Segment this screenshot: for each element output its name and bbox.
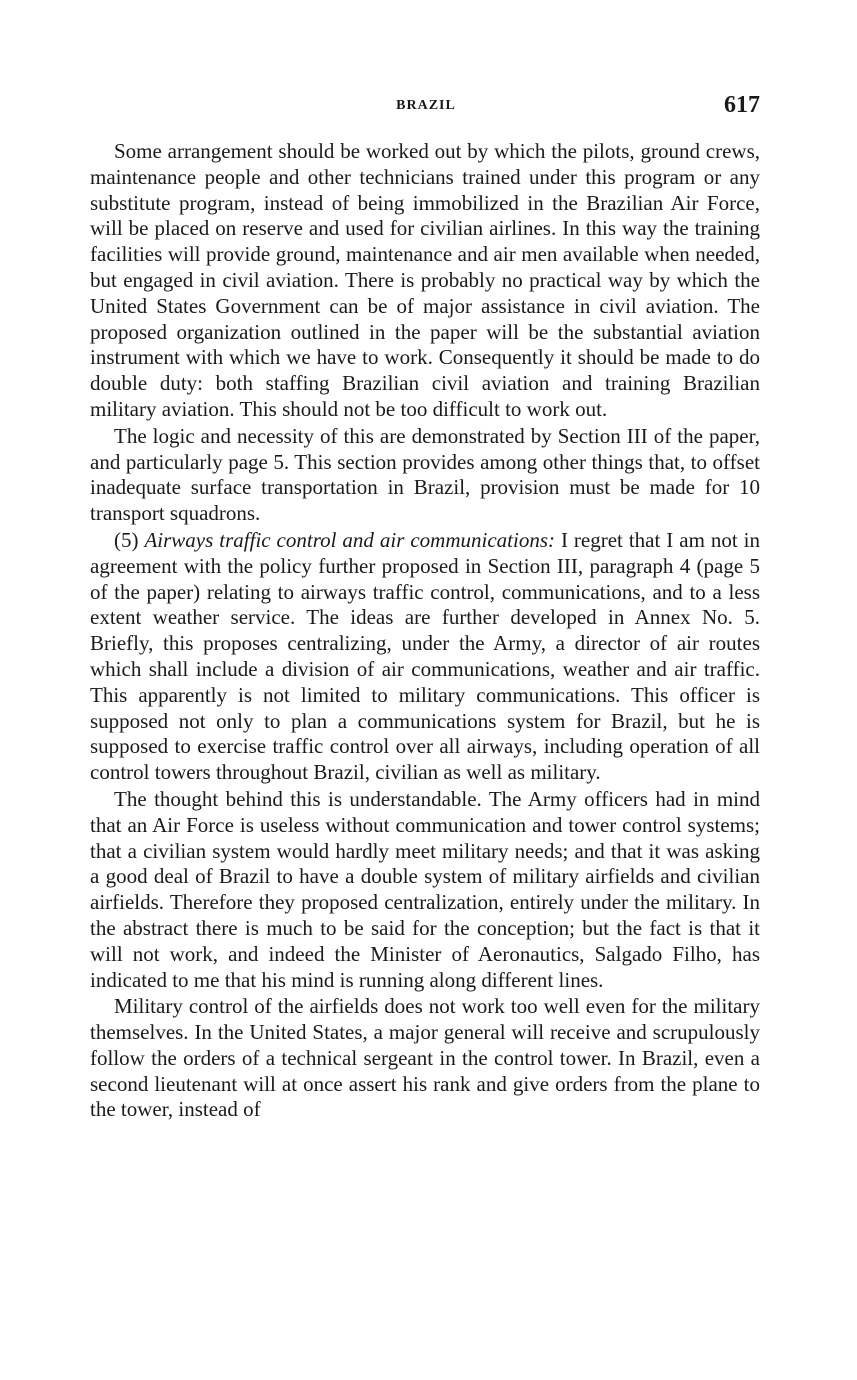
paragraph (90, 528, 760, 786)
running-title: BRAZIL (396, 98, 456, 113)
paragraph: Some arrangement should be worked out by which the pilots, ground crews, maintenance people and other technicians trained under this program or any substitute program, instead of being immobilized in the Brazilian Air Force, will be placed on reserve and used for civilian airlines. In this way the training facilities will provide ground, maintenance and air men available when needed, but engaged in civil aviation. There is probably no practical way by which the United States Government can be of major assistance in civil aviation. The proposed organization outlined in the paper will be the substantial aviation instrument with which we have to work. Consequently it should be made to do double duty: both staffing Brazilian civil aviation and training Brazilian military aviation. This should not be too difficult to work out. (90, 139, 760, 421)
paragraph-number: (5) (114, 527, 139, 552)
body-text (90, 139, 760, 1123)
paragraph: The logic and necessity of this are demonstrated by Section III of the paper, and particularly page 5. This section provides among other things that, to offset inadequate surface transportation in Brazil, provision must be made for 10 transport squadrons. (90, 423, 760, 526)
running-head (90, 92, 762, 126)
paragraph: Military control of the airfields does not work too well even for the military themselves. In the United States, a major general will receive and scrupulously follow the orders of a technical sergeant in the control tower. In Brazil, even a second lieutenant will at once assert his rank and give orders from the plane to the tower, instead of (90, 994, 760, 1122)
page-number: 617 (724, 92, 760, 118)
paragraph-text: I regret that I am not in agreement with the policy further proposed in Section III, paragraph 4 (page 5 of the paper) relating to airways traffic control, communications, and to a less extent weather service. The ideas are further developed in Annex No. 5. Briefly, this proposes centralizing, under the Army, a director of air routes which shall include a division of air communications, weather and air traffic. This apparently is not limited to military communications. This officer is supposed not only to plan a communications system for Brazil, but he is supposed to exercise traffic control over all airways, including operation of all control towers throughout Brazil, civilian as well as military. (90, 527, 761, 785)
paragraph: The thought behind this is understandable. The Army officers had in mind that an Air Force is useless without communication and tower control systems; that a civilian system would hardly meet military needs; and that it was asking a good deal of Brazil to have a double system of military airfields and civilian airfields. Therefore they proposed centralization, entirely under the military. In the abstract there is much to be said for the conception; but the fact is that it will not work, and indeed the Minister of Aeronautics, Salgado Filho, has indicated to me that his mind is running along different lines. (90, 786, 760, 992)
paragraph-heading: Airways traffic control and air communications: (144, 527, 555, 552)
